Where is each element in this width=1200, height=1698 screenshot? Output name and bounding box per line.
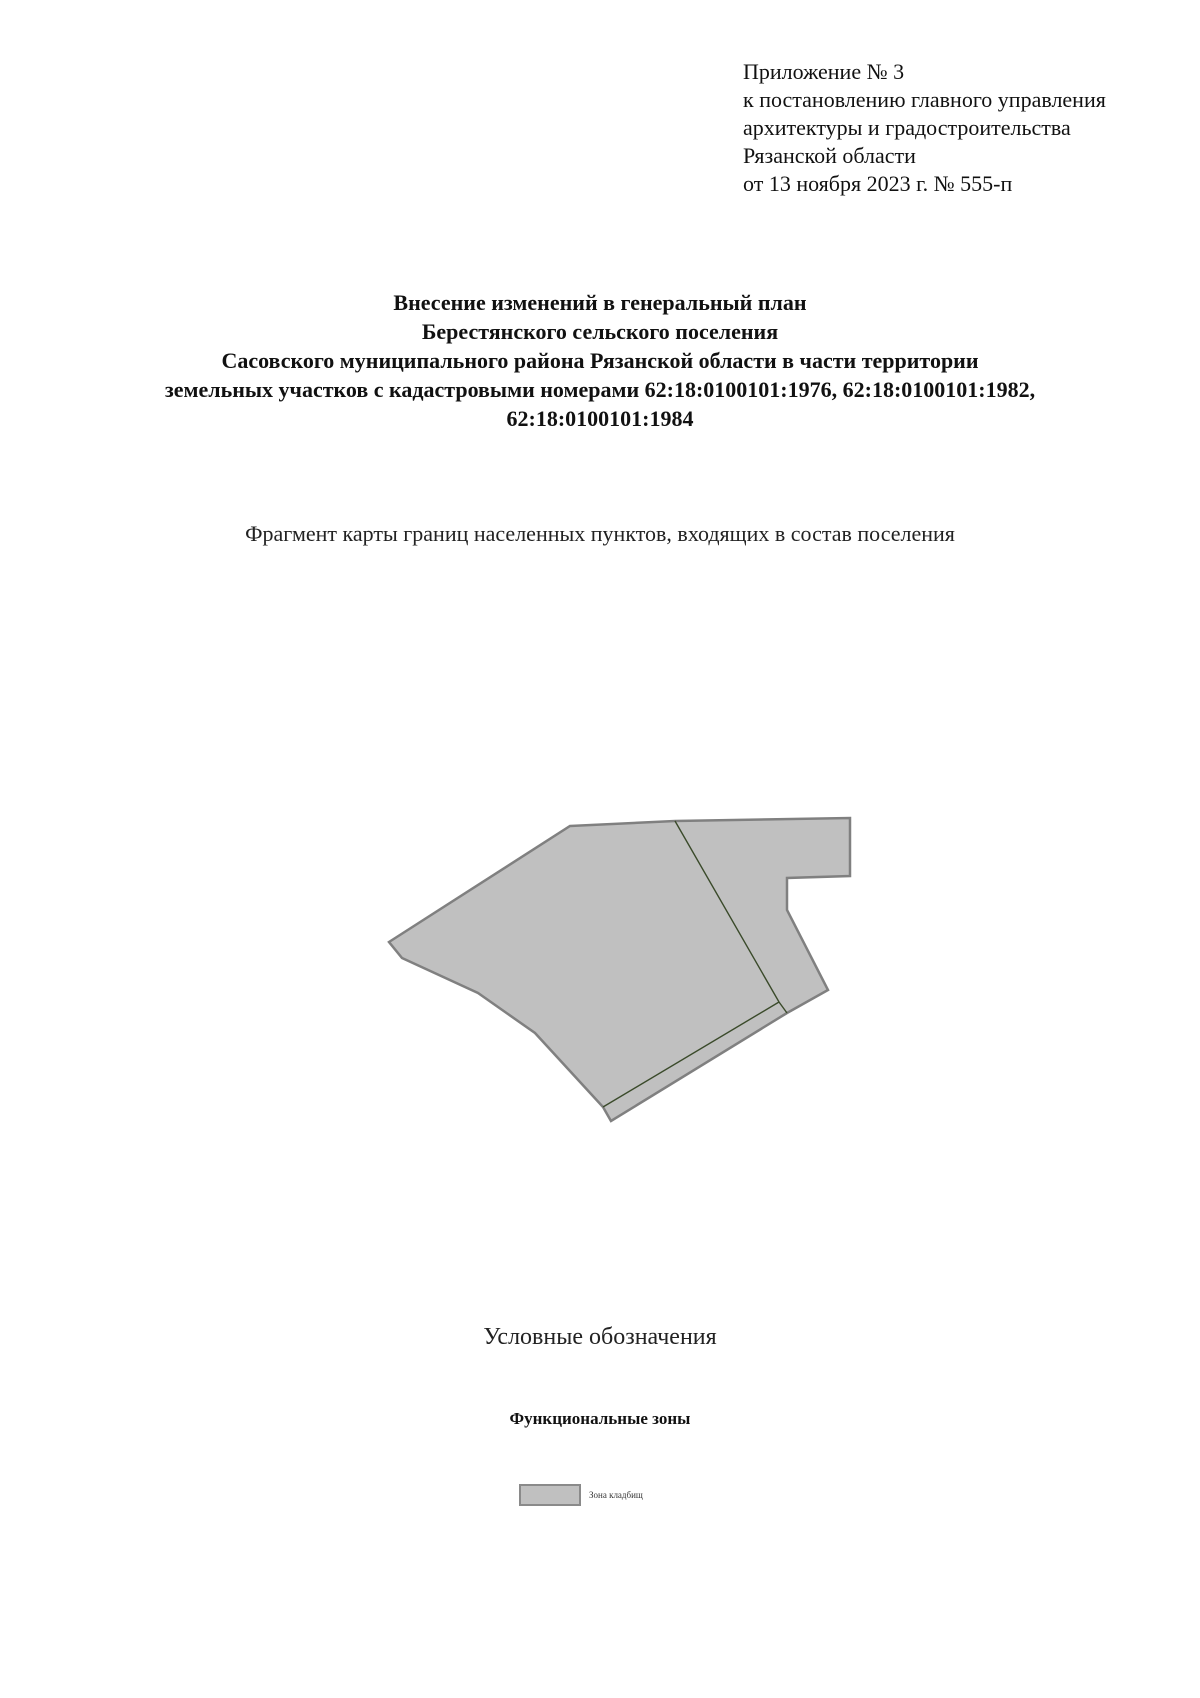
appendix-line: к постановлению главного управления: [743, 87, 1106, 112]
document-title: [0, 288, 1200, 433]
title-line: Берестянского сельского поселения: [421, 319, 779, 344]
title-line: Внесение изменений в генеральный план: [393, 290, 807, 315]
title-line: Сасовского муниципального района Рязанской области в части территории: [221, 348, 979, 373]
cemetery-zone-polygon: [389, 818, 850, 1121]
appendix-line: Приложение № 3: [743, 59, 905, 84]
legend-title: Условные обозначения: [483, 1324, 717, 1350]
appendix-line: архитектуры и градостроительства: [743, 115, 1071, 140]
appendix-line: от 13 ноября 2023 г. № 555-п: [743, 171, 1013, 196]
legend-section-title: Функциональные зоны: [509, 1409, 691, 1428]
title-line: земельных участков с кадастровыми номерами 62:18:0100101:1976, 62:18:0100101:1982,: [164, 377, 1036, 402]
legend-item: [519, 1484, 643, 1506]
appendix-line: Рязанской области: [743, 143, 916, 168]
map-caption: Фрагмент карты границ населенных пунктов, входящих в состав поселения: [245, 521, 955, 546]
title-line: 62:18:0100101:1984: [506, 406, 694, 431]
appendix-header: [743, 58, 1106, 198]
legend-label: Зона кладбищ: [589, 1490, 643, 1500]
legend-swatch: [519, 1484, 581, 1506]
